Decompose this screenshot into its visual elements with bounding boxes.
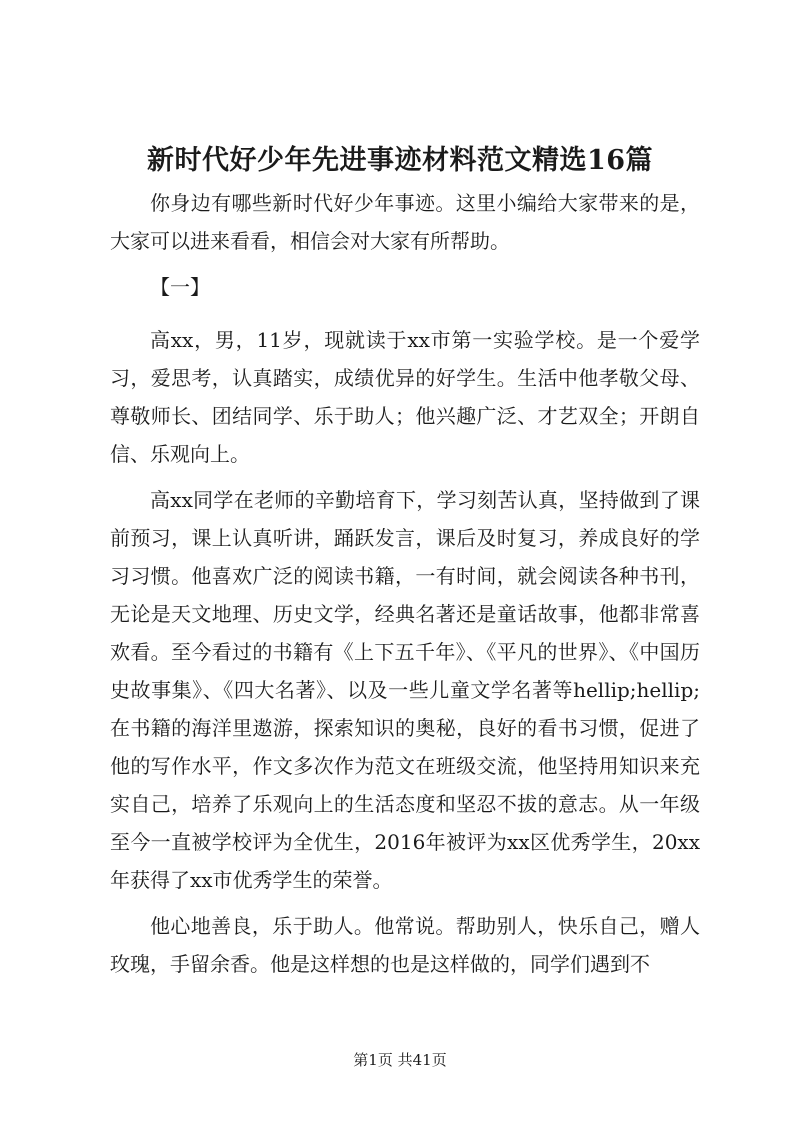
document-body — [110, 184, 700, 991]
document-title: 新时代好少年先进事迹材料范文精选16篇 — [146, 145, 654, 176]
section-heading: 【一】 — [150, 275, 210, 299]
page-footer: 第1页 共41页 — [353, 1051, 447, 1069]
body-paragraph: 高xx同学在老师的辛勤培育下，学习刻苦认真，坚持做到了课前预习，课上认真听讲，踊跃发言，课后及时复习，养成良好的学习习惯。他喜欢广泛的阅读书籍，一有时间，就会阅读各种书刊，无论是天文地理、历史文学，经典名著还是童话故事，他都非常喜欢看。至今看过的书籍有《上下五千年》、《平凡的世界》、《中国历史故事集》、《四大名著》、以及一些儿童文学名著等hellip;hellip;在书籍的海洋里遨游，探索知识的奥秘，良好的看书习惯，促进了他的写作水平，作文多次作为范文在班级交流，他坚持用知识来充实自己，培养了乐观向上的生活态度和坚忍不拔的意志。从一年级至今一直被学校评为全优生，2016年被评为xx区优秀学生，20xx年获得了xx市优秀学生的荣誉。 — [110, 488, 700, 892]
body-paragraph: 高xx，男，11岁，现就读于xx市第一实验学校。是一个爱学习，爱思考，认真踏实，成绩优异的好学生。生活中他孝敬父母、尊敬师长、团结同学、乐于助人；他兴趣广泛、才艺双全；开朗自信、乐观向上。 — [110, 328, 700, 466]
intro-paragraph: 你身边有哪些新时代好少年事迹。这里小编给大家带来的是，大家可以进来看看，相信会对大家有所帮助。 — [110, 191, 700, 253]
body-paragraph: 他心地善良，乐于助人。他常说。帮助别人，快乐自己，赠人玫瑰，手留余香。他是这样想的也是这样做的，同学们遇到不 — [110, 914, 700, 976]
